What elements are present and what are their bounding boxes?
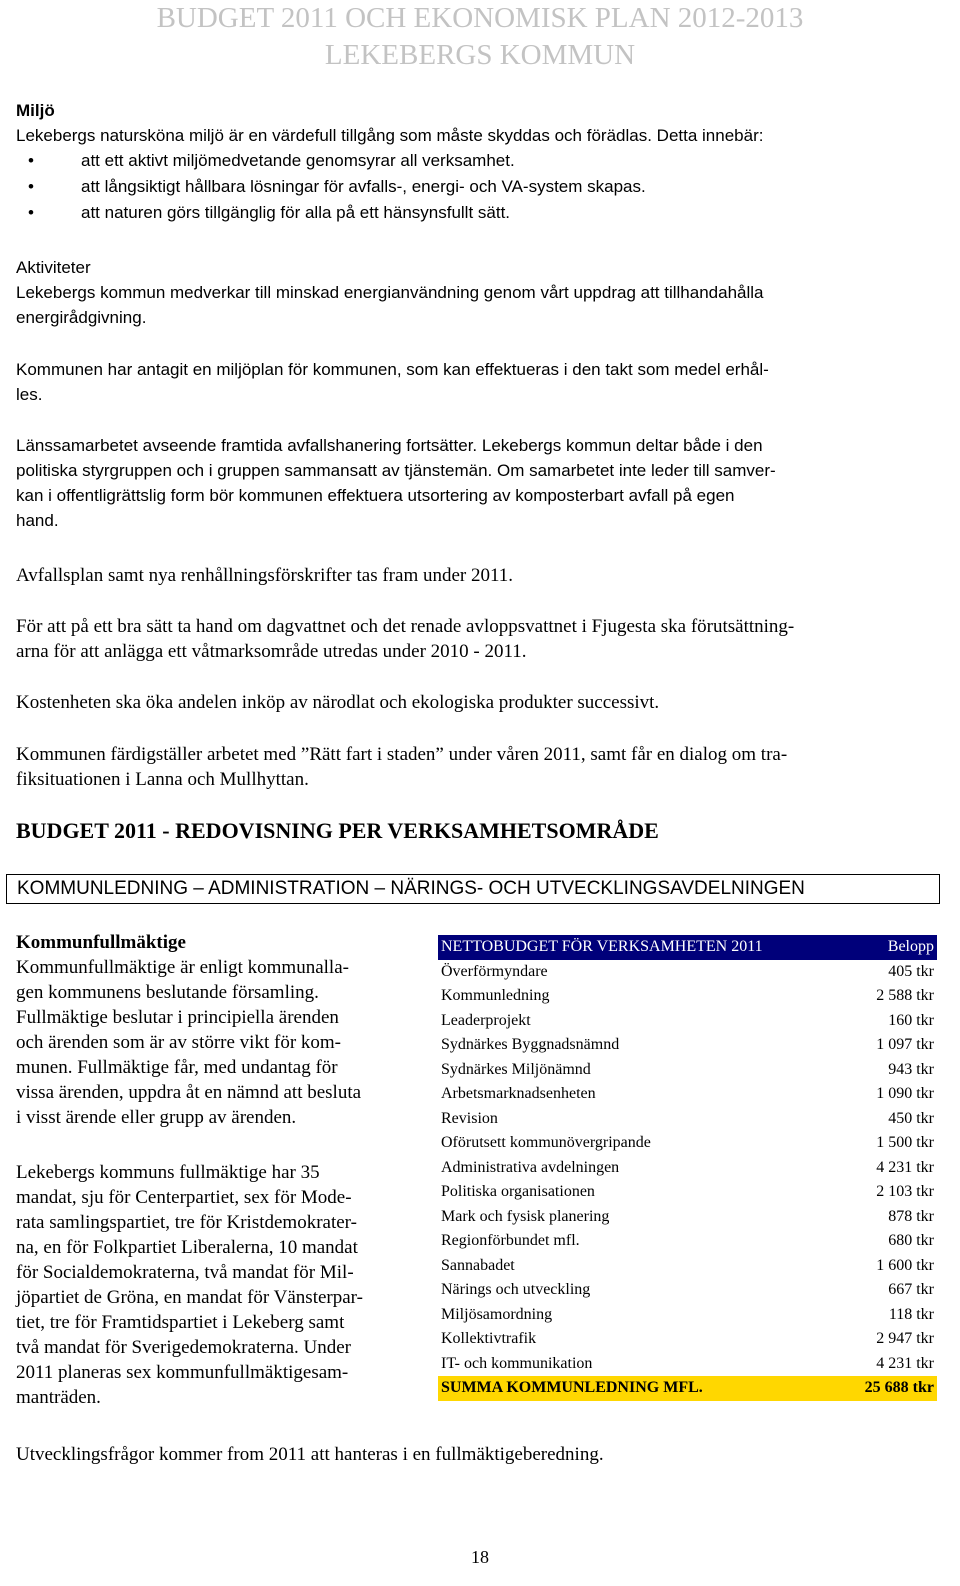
table-row [438, 1327, 937, 1352]
row-value: 680 tkr [888, 1232, 934, 1249]
text-line: Kommunen har antagit en miljöplan för kommunen, som kan effektueras i den takt som medel erhål- [16, 360, 769, 379]
footer-paragraph: Utvecklingsfrågor kommer from 2011 att hanteras i en fullmäktigeberedning. [16, 1444, 604, 1465]
row-value: 118 tkr [888, 1305, 934, 1323]
row-label: Administrativa avdelningen [441, 1158, 620, 1176]
row-value: 1 500 tkr [876, 1134, 934, 1151]
text-line: kan i offentligrättslig form bör kommunen effektuera utsortering av komposterbart avfall på egen [16, 486, 735, 505]
row-value: 667 tkr [888, 1281, 934, 1298]
sum-value: 25 688 tkr [844, 1376, 937, 1401]
table-row [438, 960, 937, 985]
table-row [438, 1205, 937, 1230]
kostenheten-paragraph: Kostenheten ska öka andelen inköp av närodlat och ekologiska produkter successivt. [16, 692, 660, 713]
row-value: 1 090 tkr [876, 1085, 934, 1102]
row-value: 1 097 tkr [876, 1036, 934, 1053]
table-row [438, 984, 937, 1009]
text-line: Fullmäktige beslutar i principiella ärenden [16, 1007, 339, 1028]
text-line: hand. [16, 511, 59, 530]
kommunfullmaktige-paragraph-1 [16, 955, 361, 1130]
budget-section-title: BUDGET 2011 - REDOVISNING PER VERKSAMHETSOMRÅDE [16, 818, 659, 843]
sum-label: SUMMA KOMMUNLEDNING MFL. [438, 1376, 844, 1401]
kommunfullmaktige-heading: Kommunfullmäktige [16, 932, 186, 953]
page-number: 18 [471, 1547, 489, 1567]
text-line: 2011 planeras sex kommunfullmäktigesam- [16, 1362, 349, 1383]
row-label: Oförutsett kommunövergripande [441, 1134, 651, 1151]
text-line: Kommunfullmäktige är enligt kommunalla- [16, 957, 349, 978]
avfallsplan-paragraph: Avfallsplan samt nya renhållningsförskrifter tas fram under 2011. [16, 565, 514, 586]
row-label: IT- och kommunikation [441, 1354, 593, 1372]
text-line: jöpartiet de Gröna, en mandat för Vänsterpar- [16, 1287, 363, 1308]
row-label: Regionförbundet mfl. [441, 1232, 580, 1249]
text-line: Länssamarbetet avseende framtida avfallshanering fortsätter. Lekebergs kommun deltar både i den [16, 436, 763, 455]
table-row [438, 1278, 937, 1303]
table-row [438, 1058, 937, 1083]
row-label: Sydnärkes Byggnadsnämnd [441, 1036, 620, 1053]
text-line: Lekebergs kommun medverkar till minskad energianvändning genom vårt uppdrag att tillhandahålla [16, 283, 764, 302]
row-value: 450 tkr [888, 1109, 934, 1127]
row-label: Leaderprojekt [441, 1011, 531, 1029]
miljoplan-paragraph [16, 357, 769, 407]
row-value: 2 947 tkr [876, 1330, 934, 1347]
table-header-value: Belopp [844, 935, 937, 960]
table-row [438, 1303, 937, 1328]
text-line: na, en för Folkpartiet Liberalerna, 10 mandat [16, 1237, 358, 1258]
aktiviteter-paragraph [16, 280, 764, 330]
text-line: rata samlingspartiet, tre för Kristdemokrater- [16, 1212, 357, 1233]
row-label: Närings och utveckling [441, 1281, 591, 1298]
table-row [438, 1156, 937, 1181]
text-line: Kommunen färdigställer arbetet med ”Rätt fart i staden” under våren 2011, samt får en dialog om tra- [16, 744, 788, 765]
row-value: 4 231 tkr [876, 1158, 934, 1176]
table-row [438, 1009, 937, 1034]
row-label: Överförmyndare [441, 962, 548, 980]
ratt-fart-paragraph [16, 742, 787, 792]
row-value: 2 588 tkr [876, 987, 934, 1004]
text-line: les. [16, 385, 43, 404]
table-sum-row [438, 1376, 937, 1401]
text-line: För att på ett bra sätt ta hand om dagvattnet och det renade avloppsvattnet i Fjugesta ska förutsättning- [16, 616, 795, 637]
row-value: 160 tkr [888, 1011, 934, 1029]
row-label: Sannabadet [441, 1256, 515, 1274]
miljo-intro: Lekebergs natursköna miljö är en värdefull tillgång som måste skyddas och förädlas. Detta innebär: [16, 126, 764, 145]
row-label: Miljösamordning [441, 1305, 553, 1323]
text-line: manträden. [16, 1387, 101, 1408]
table-row [438, 1033, 937, 1058]
row-label: Kollektivtrafik [441, 1330, 537, 1347]
text-line: tiet, tre för Framtidspartiet i Lekeberg samt [16, 1312, 345, 1333]
text-line: två mandat för Sverigedemokraterna. Under [16, 1337, 352, 1358]
row-value: 878 tkr [888, 1207, 934, 1225]
table-row [438, 1131, 937, 1156]
table-row [438, 1229, 937, 1254]
table-row [438, 1107, 937, 1132]
text-line: Lekebergs kommuns fullmäktige har 35 [16, 1162, 320, 1183]
row-label: Politiska organisationen [441, 1183, 595, 1200]
header-title: BUDGET 2011 OCH EKONOMISK PLAN 2012-2013 [156, 2, 804, 34]
text-line: för Socialdemokraterna, två mandat för Mil- [16, 1262, 354, 1283]
text-line: fiksituationen i Lanna och Mullhyttan. [16, 769, 309, 790]
miljo-heading: Miljö [16, 101, 55, 120]
bullet-text: att naturen görs tillgänglig för alla på ett hänsynsfullt sätt. [81, 203, 511, 222]
text-line: munen. Fullmäktige får, med undantag för [16, 1057, 338, 1078]
text-line: energirådgivning. [16, 308, 147, 327]
budget-table [438, 935, 937, 1401]
text-line: vissa ärenden, uppdra åt en nämnd att besluta [16, 1082, 362, 1103]
row-label: Arbetsmarknadsenheten [441, 1085, 596, 1102]
table-header-row [438, 935, 937, 960]
text-line: politiska styrgruppen och i gruppen sammansatt av tjänstemän. Om samarbetet inte leder till samver- [16, 461, 776, 480]
kommunfullmaktige-paragraph-2 [16, 1160, 363, 1410]
lanssamarbete-paragraph [16, 433, 776, 533]
table-row [438, 1082, 937, 1107]
row-value: 943 tkr [888, 1060, 934, 1078]
row-value: 405 tkr [888, 962, 934, 980]
document-header [0, 0, 960, 74]
text-line: arna för att anlägga ett våtmarksområde utredas under 2010 - 2011. [16, 641, 527, 662]
row-value: 1 600 tkr [876, 1256, 934, 1274]
table-row [438, 1254, 937, 1279]
row-value: 4 231 tkr [876, 1354, 934, 1372]
text-line: mandat, sju för Centerpartiet, sex för Mode- [16, 1187, 352, 1208]
text-line: gen kommunens beslutande församling. [16, 982, 319, 1003]
table-header-label: NETTOBUDGET FÖR VERKSAMHETEN 2011 [438, 935, 844, 960]
text-line: i visst ärende eller grupp av ärenden. [16, 1107, 297, 1128]
bullet-text: att ett aktivt miljömedvetande genomsyrar all verksamhet. [81, 151, 515, 170]
text-line: och ärenden som är av större vikt för kom- [16, 1032, 342, 1053]
header-subtitle: LEKEBERGS KOMMUN [324, 39, 636, 71]
department-heading-box: KOMMUNLEDNING – ADMINISTRATION – NÄRINGS- OCH UTVECKLINGSAVDELNINGEN [6, 874, 940, 904]
table-row [438, 1352, 937, 1377]
row-label: Kommunledning [441, 987, 550, 1004]
row-value: 2 103 tkr [876, 1183, 934, 1200]
row-label: Mark och fysisk planering [441, 1207, 610, 1225]
bullet-text: att långsiktigt hållbara lösningar för avfalls-, energi- och VA-system skapas. [81, 177, 646, 196]
row-label: Sydnärkes Miljönämnd [441, 1060, 591, 1078]
aktiviteter-heading: Aktiviteter [16, 258, 91, 277]
dagvatten-paragraph [16, 614, 794, 664]
row-label: Revision [441, 1109, 498, 1127]
table-row [438, 1180, 937, 1205]
